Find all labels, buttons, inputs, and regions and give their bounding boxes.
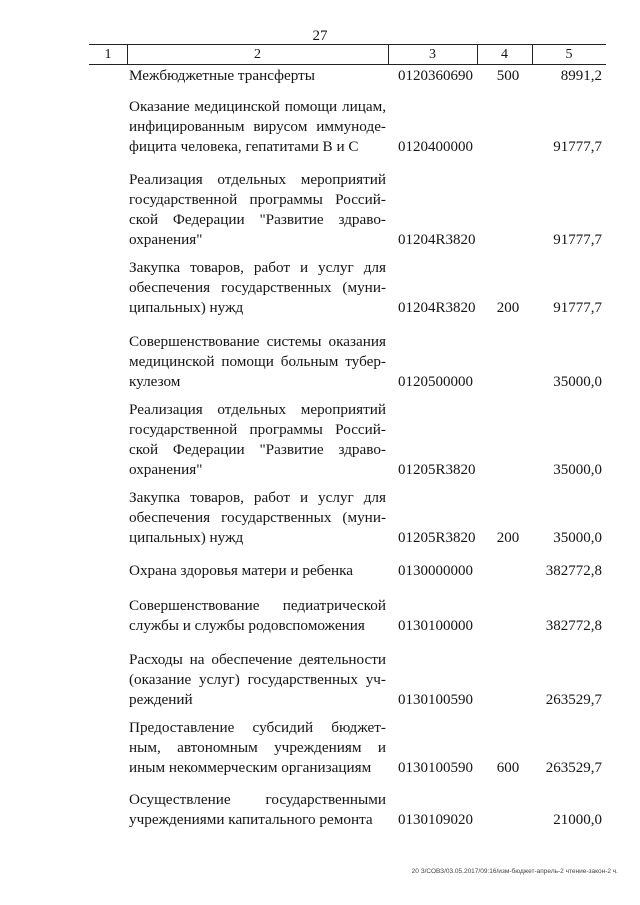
- row-name: [129, 258, 386, 318]
- row-name-line: охранения": [129, 231, 203, 248]
- row-name-line: фицита человека, гепатитами В и С: [129, 138, 359, 155]
- row-name-line: Осуществление государственными: [129, 791, 386, 808]
- row-name-line: охранения": [129, 461, 203, 478]
- row-amount: 263529,7: [545, 692, 602, 708]
- row-name-line: государственной программы Россий-: [129, 421, 386, 438]
- row-name: [129, 718, 386, 778]
- row-target-code: 0130100000: [398, 618, 473, 634]
- row-target-code: 0130100590: [398, 692, 473, 708]
- row-target-code: 01204R3820: [398, 232, 476, 248]
- row-name-line: Закупка товаров, работ и услуг для: [129, 489, 386, 506]
- row-amount: 8991,2: [560, 68, 602, 84]
- row-amount: 382772,8: [545, 618, 602, 634]
- row-name-line: службы и службы родовспоможения: [129, 617, 365, 634]
- row-name-line: ской Федерации "Развитие здраво-: [129, 441, 386, 458]
- row-name-line: Реализация отдельных мероприятий: [129, 171, 386, 188]
- row-expense-type: 600: [496, 760, 520, 776]
- row-name-line: иным некоммерческим организациям: [129, 759, 372, 776]
- row-amount: 263529,7: [545, 760, 602, 776]
- row-name: [129, 650, 386, 710]
- row-name-line: учреждениями капитального ремонта: [129, 811, 373, 828]
- row-target-code: 01205R3820: [398, 530, 476, 546]
- row-name-line: Закупка товаров, работ и услуг для: [129, 259, 386, 276]
- row-expense-type: 200: [496, 300, 520, 316]
- document-footer-stamp: 20 З/СОВЗ/03.05.2017/09:16/изм-бюджет-апрель-2 чтение-закон-2 ч.: [411, 868, 618, 875]
- row-name: [129, 332, 386, 392]
- row-name-line: (оказание услуг) государственных уч-: [129, 671, 386, 688]
- page-number: 27: [312, 28, 328, 44]
- row-target-code: 01205R3820: [398, 462, 476, 478]
- row-target-code: 0130100590: [398, 760, 473, 776]
- row-amount: 91777,7: [553, 139, 602, 155]
- row-expense-type: 200: [496, 530, 520, 546]
- row-amount: 35000,0: [553, 462, 602, 478]
- row-target-code: 0120500000: [398, 374, 473, 390]
- row-name-line: государственной программы Россий-: [129, 191, 386, 208]
- row-name-line: Совершенствование системы оказания: [129, 333, 386, 350]
- row-target-code: 0130109020: [398, 812, 473, 828]
- row-target-code: 01204R3820: [398, 300, 476, 316]
- row-name-line: ципальных) нужд: [129, 299, 244, 316]
- row-amount: 35000,0: [553, 530, 602, 546]
- row-name-line: Оказание медицинской помощи лицам,: [129, 98, 386, 115]
- column-header-row: [89, 44, 606, 65]
- row-target-code: 0120400000: [398, 139, 473, 155]
- row-name: [129, 561, 386, 581]
- row-name: [129, 66, 386, 86]
- row-name-line: Предоставление субсидий бюджет-: [129, 719, 386, 736]
- row-amount: 91777,7: [553, 300, 602, 316]
- row-target-code: 0130000000: [398, 563, 473, 579]
- row-name-line: обеспечения государственных (муни-: [129, 509, 386, 526]
- column-header-3: 3: [429, 47, 436, 62]
- column-header-5: 5: [565, 47, 573, 62]
- row-name-line: обеспечения государственных (муни-: [129, 279, 386, 296]
- row-amount: 21000,0: [553, 812, 602, 828]
- row-name-line: Межбюджетные трансферты: [129, 67, 315, 84]
- row-name-line: ской Федерации "Развитие здраво-: [129, 211, 386, 228]
- row-name-line: ным, автономным учреждениям и: [129, 739, 386, 756]
- row-name: [129, 596, 386, 636]
- row-amount: 91777,7: [553, 232, 602, 248]
- row-expense-type: 500: [496, 68, 520, 84]
- row-name-line: инфицированным вирусом иммуноде-: [129, 118, 386, 135]
- column-header-1: 1: [104, 47, 112, 62]
- column-header-4: 4: [501, 47, 508, 62]
- row-target-code: 0120360690: [398, 68, 473, 84]
- row-name-line: Охрана здоровья матери и ребенка: [129, 562, 353, 579]
- row-name-line: Расходы на обеспечение деятельности: [129, 651, 386, 668]
- row-amount: 35000,0: [553, 374, 602, 390]
- column-header-2: 2: [254, 47, 261, 62]
- row-name-line: медицинской помощи больным тубер-: [129, 353, 386, 370]
- row-name: [129, 400, 386, 480]
- row-name: [129, 170, 386, 250]
- row-name-line: ципальных) нужд: [129, 529, 244, 546]
- row-name: [129, 790, 386, 830]
- row-name-line: Совершенствование педиатрической: [129, 597, 386, 614]
- row-name: [129, 488, 386, 548]
- row-name-line: реждений: [129, 691, 193, 708]
- row-name-line: Реализация отдельных мероприятий: [129, 401, 386, 418]
- row-amount: 382772,8: [545, 563, 602, 579]
- row-name-line: кулезом: [129, 373, 181, 390]
- row-name: [129, 97, 386, 157]
